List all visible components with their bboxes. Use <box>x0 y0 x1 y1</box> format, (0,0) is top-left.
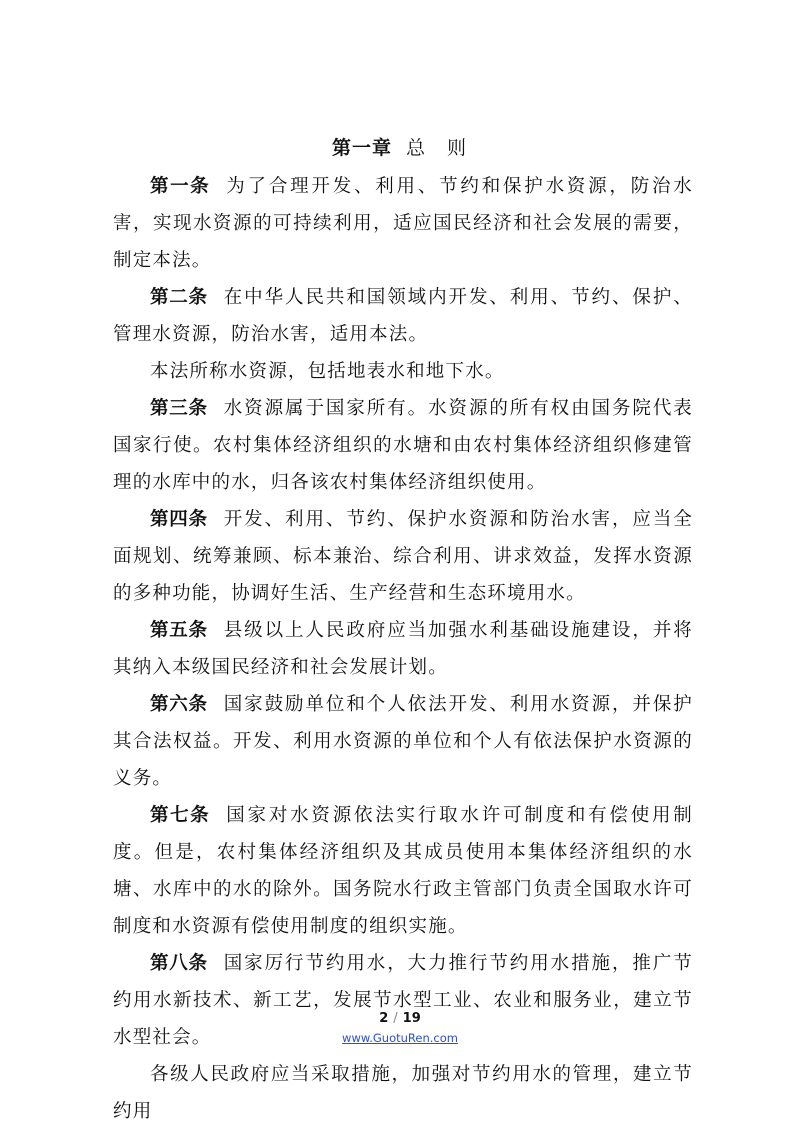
site-link-text[interactable]: www.GuotuRen.com <box>342 1031 458 1045</box>
article-paragraph <box>113 797 693 945</box>
page-number <box>0 1011 800 1026</box>
article-text: 为了合理开发、利用、节约和保护水资源，防治水害，实现水资源的可持续利用，适应国民经济和社会发展的需要，制定本法。 <box>113 176 693 271</box>
article-paragraph <box>113 501 693 612</box>
article-text: 县级以上人民政府应当加强水利基础设施建设，并将其纳入本级国民经济和社会发展计划。 <box>113 620 693 678</box>
paragraph <box>113 1056 693 1130</box>
chapter-title <box>113 132 693 164</box>
article-paragraph <box>113 168 693 279</box>
article-text: 开发、利用、节约、保护水资源和防治水害，应当全面规划、统筹兼顾、标本兼治、综合利用、讲求效益，发挥水资源的多种功能，协调好生活、生产经营和生态环境用水。 <box>113 509 693 604</box>
article-number: 第二条 <box>150 287 208 308</box>
article-text: 水资源属于国家所有。水资源的所有权由国务院代表国家行使。农村集体经济组织的水塘和由农村集体经济组织修建管理的水库中的水，归各该农村集体经济组织使用。 <box>113 398 693 493</box>
paragraph-text: 各级人民政府应当采取措施，加强对节约用水的管理，建立节约用 <box>113 1064 693 1122</box>
article-text: 国家对水资源依法实行取水许可制度和有偿使用制度。但是，农村集体经济组织及其成员使用本集体经济组织的水塘、水库中的水的除外。国务院水行政主管部门负责全国取水许可制度和水资源有偿使用制度的组织实施。 <box>113 805 693 937</box>
page-content <box>113 132 693 1130</box>
chapter-number: 第一章 <box>331 137 392 159</box>
article-number: 第五条 <box>150 620 208 641</box>
article-paragraph <box>113 390 693 501</box>
article-text: 国家厉行节约用水，大力推行节约用水措施，推广节约用水新技术、新工艺，发展节水型工业、农业和服务业，建立节水型社会。 <box>113 953 693 1048</box>
article-number: 第六条 <box>150 694 208 715</box>
article-number: 第四条 <box>150 509 208 530</box>
article-number: 第七条 <box>150 805 211 826</box>
article-paragraph <box>113 612 693 686</box>
chapter-name: 总 则 <box>405 137 475 159</box>
article-number: 第三条 <box>150 398 208 419</box>
current-page: 2 <box>379 1011 389 1026</box>
article-paragraph <box>113 686 693 797</box>
page-separator: / <box>393 1011 398 1026</box>
article-text: 国家鼓励单位和个人依法开发、利用水资源，并保护其合法权益。开发、利用水资源的单位和个人有依法保护水资源的义务。 <box>113 694 693 789</box>
article-number: 第一条 <box>150 176 211 197</box>
article-paragraph <box>113 279 693 353</box>
paragraph <box>113 353 693 390</box>
total-pages: 19 <box>402 1011 421 1026</box>
article-number: 第八条 <box>150 953 208 974</box>
article-text: 在中华人民共和国领域内开发、利用、节约、保护、管理水资源，防治水害，适用本法。 <box>113 287 693 345</box>
site-link[interactable] <box>0 1031 800 1045</box>
paragraph-text: 本法所称水资源，包括地表水和地下水。 <box>150 361 505 382</box>
